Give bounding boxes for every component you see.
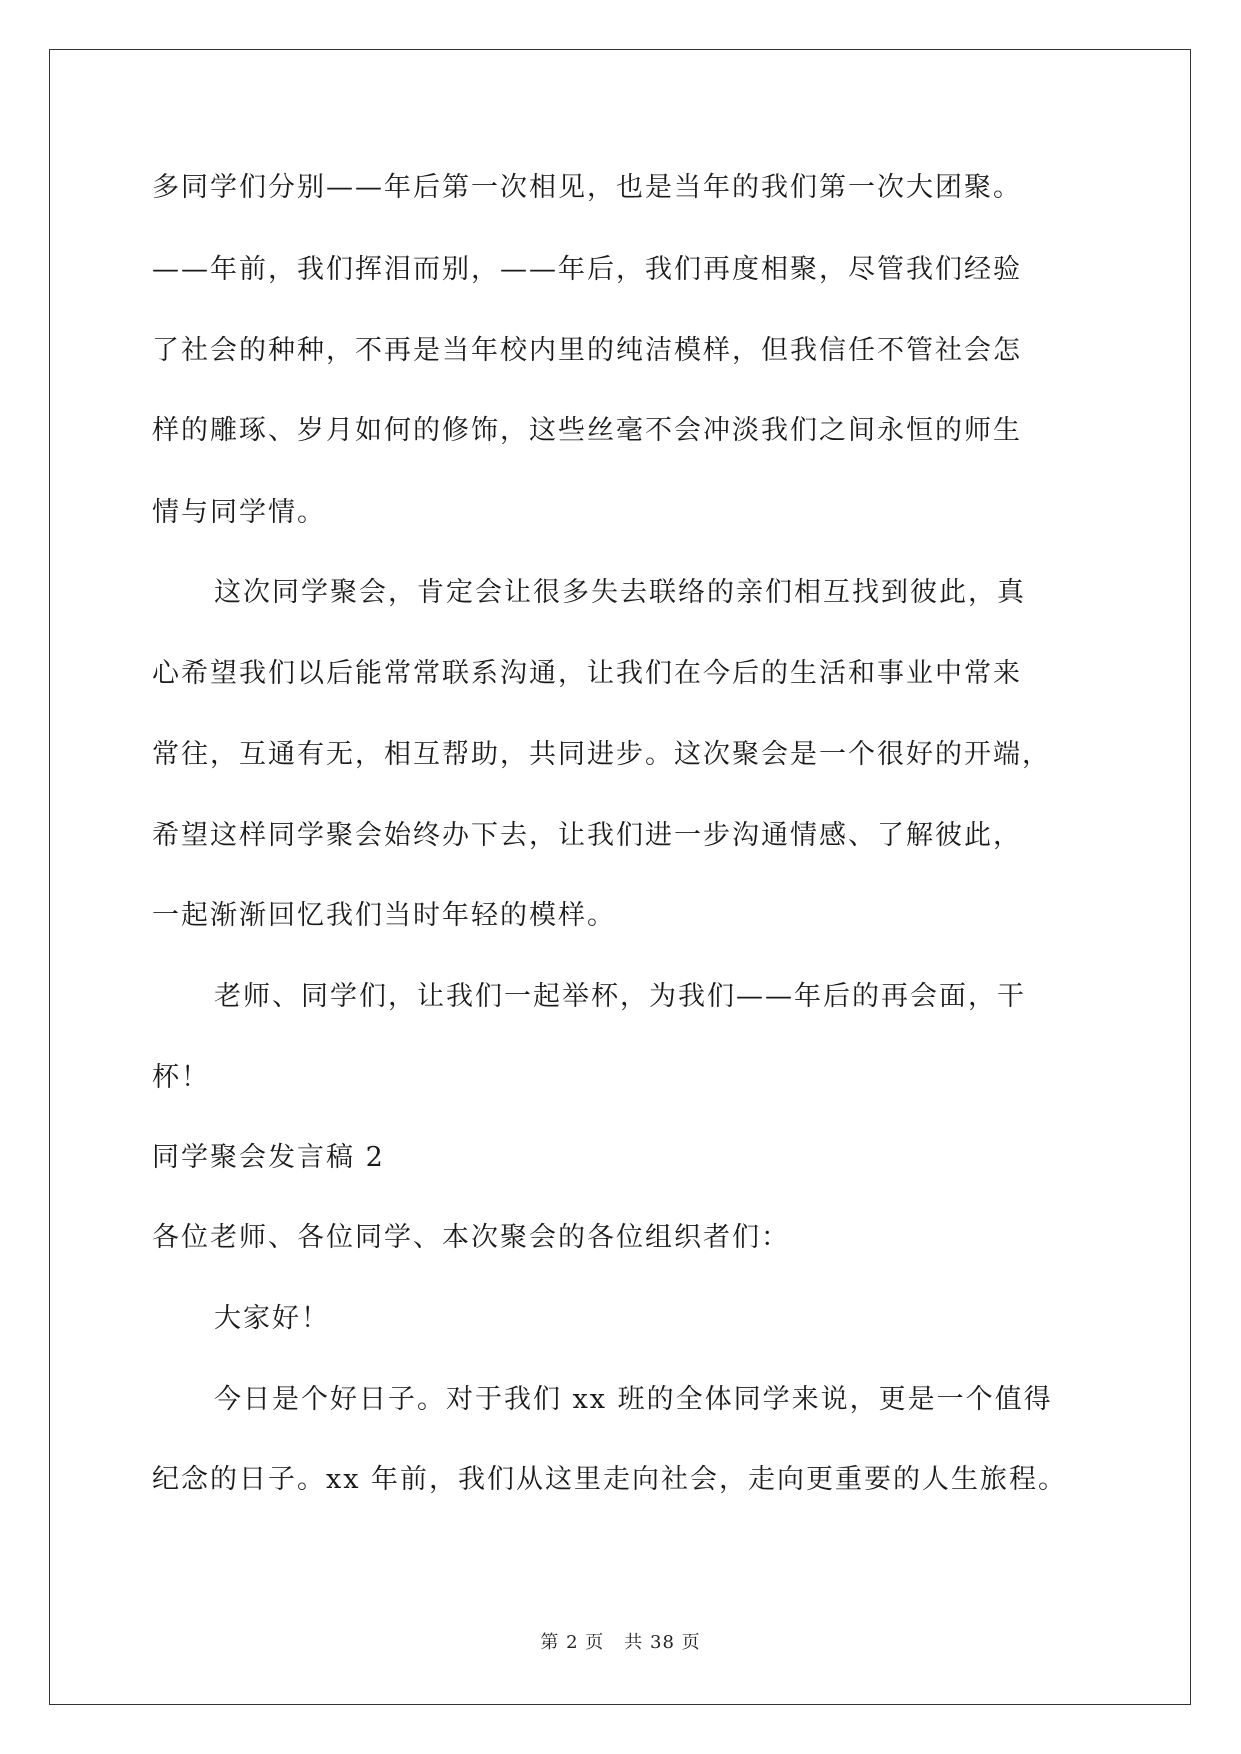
body-line-2: ——年前，我们挥泪而别，——年后，我们再度相聚，尽管我们经验 [152,254,1022,285]
body-line-11: 老师、同学们，让我们一起举杯，为我们——年后的再会面，干 [214,981,1026,1012]
page-total: 共 38 页 [624,1632,701,1653]
body-line-7: 心希望我们以后能常常联系沟通，让我们在今后的生活和事业中常来 [152,658,1022,689]
body-line-10: 一起渐渐回忆我们当时年轻的模样。 [152,900,616,931]
page-border [49,49,1191,1705]
page-number: 第 2 页 [540,1632,605,1653]
body-line-16: 今日是个好日子。对于我们 xx 班的全体同学来说，更是一个值得 [214,1384,1053,1415]
body-line-8: 常往，互通有无，相互帮助，共同进步。这次聚会是一个很好的开端， [152,739,1051,770]
body-line-17: 纪念的日子。xx 年前，我们从这里走向社会，走向更重要的人生旅程。 [152,1464,1068,1495]
body-line-12: 杯！ [152,1062,210,1093]
body-line-3: 了社会的种种，不再是当年校内里的纯洁模样，但我信任不管社会怎 [152,335,1022,366]
section-heading: 同学聚会发言稿 2 [152,1142,385,1173]
greeting: 大家好！ [214,1303,330,1334]
body-line-6: 这次同学聚会，肯定会让很多失去联络的亲们相互找到彼此，真 [214,577,1026,608]
body-line-4: 样的雕琢、岁月如何的修饰，这些丝毫不会冲淡我们之间永恒的师生 [152,415,1022,446]
body-line-5: 情与同学情。 [152,497,326,528]
body-line-1: 多同学们分别——年后第一次相见，也是当年的我们第一次大团聚。 [152,172,1022,203]
body-line-9: 希望这样同学聚会始终办下去，让我们进一步沟通情感、了解彼此， [152,820,1022,851]
salutation: 各位老师、各位同学、本次聚会的各位组织者们： [152,1222,790,1253]
page-footer [0,1628,1241,1654]
